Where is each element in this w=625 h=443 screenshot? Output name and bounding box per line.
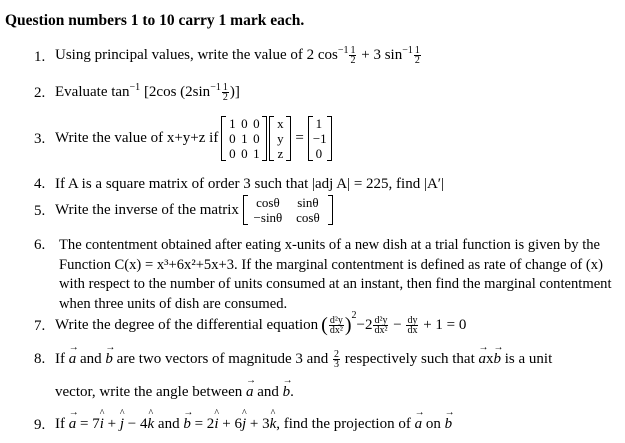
fraction: $\frac{1}{2}$ — [350, 45, 356, 67]
variable-vector: x y z — [269, 116, 291, 161]
fraction: $\frac{1}{2}$ — [222, 82, 228, 104]
question-5-text: Write the inverse of the matrix cosθ sinθ −sinθ cosθ — [55, 190, 333, 230]
question-8-text-line2: vector, write the angle between → a and → b. — [55, 384, 294, 401]
fraction: $\frac{1}{2}$ — [414, 45, 420, 67]
question-7-number: 7. — [34, 318, 46, 334]
question-9-text: If → a = 7^ i + ^ j − 4^ k and → b = 2^ i + 6^ j + 3^ k, find the projection of → a on → b — [55, 416, 452, 433]
question-8-text: If → a and → b are two vectors of magnitude 3 and $\frac{2}{3}$ respectively such that → a x → b is a unit — [55, 344, 552, 374]
question-2-number: 2. — [34, 85, 46, 101]
question-4-text: If A is a square matrix of order 3 such that |adj A| = 225, find |A′| — [55, 176, 445, 192]
question-6-text: The contentment obtained after eating x-units of a new dish at a trial function is given by the Function C(x) = x³+6x²+5x+3. If the marginal contentment is defined as rate of change of (x) with respect to the number of units consumed at an instant, then find the marginal contentment when three units of dish are consumed. — [59, 237, 612, 312]
question-9-number: 9. — [34, 417, 46, 433]
question-2-text: Evaluate $\tan^{-1} [2\cos$ ($2\sin^{-1}$ $\frac{1}{2}$ )] — [55, 82, 240, 104]
vector-b: → b — [105, 351, 113, 368]
question-3-number: 3. — [34, 131, 46, 147]
question-7-text: Write the degree of the differential equation ( $\frac{\text{d²y}}{\text{dx²}}$ ) $^2$ −2 $\frac{\text{d²y}}{\text{dx²}}$ − $\frac{dy}{dx}$ + 1 = 0 — [55, 310, 467, 336]
identity-matrix: 1 0 0 0 1 0 0 0 1 — [221, 116, 267, 161]
section-heading: Question numbers 1 to 10 carry 1 mark each. — [5, 12, 305, 29]
question-1-text: Using principal values, write the value of 2 $\cos^{-1}$ $\frac{1}{2}$ + 3 $\sin^{-1}$ $\frac{1}{2}$ — [55, 45, 420, 67]
question-8-number: 8. — [34, 351, 46, 367]
question-6-number: 6. — [34, 237, 46, 253]
vector-a: → a — [69, 351, 77, 368]
question-4-number: 4. — [34, 176, 46, 192]
result-vector: 1 −1 0 — [308, 116, 332, 161]
rotation-matrix: cosθ sinθ −sinθ cosθ — [243, 195, 333, 225]
question-3-text: Write the value of x+y+z if 1 0 0 0 1 0 0 0 1 x y z = 1 −1 0 — [55, 113, 332, 163]
question-5-number: 5. — [34, 203, 46, 219]
question-1-number: 1. — [34, 49, 46, 65]
